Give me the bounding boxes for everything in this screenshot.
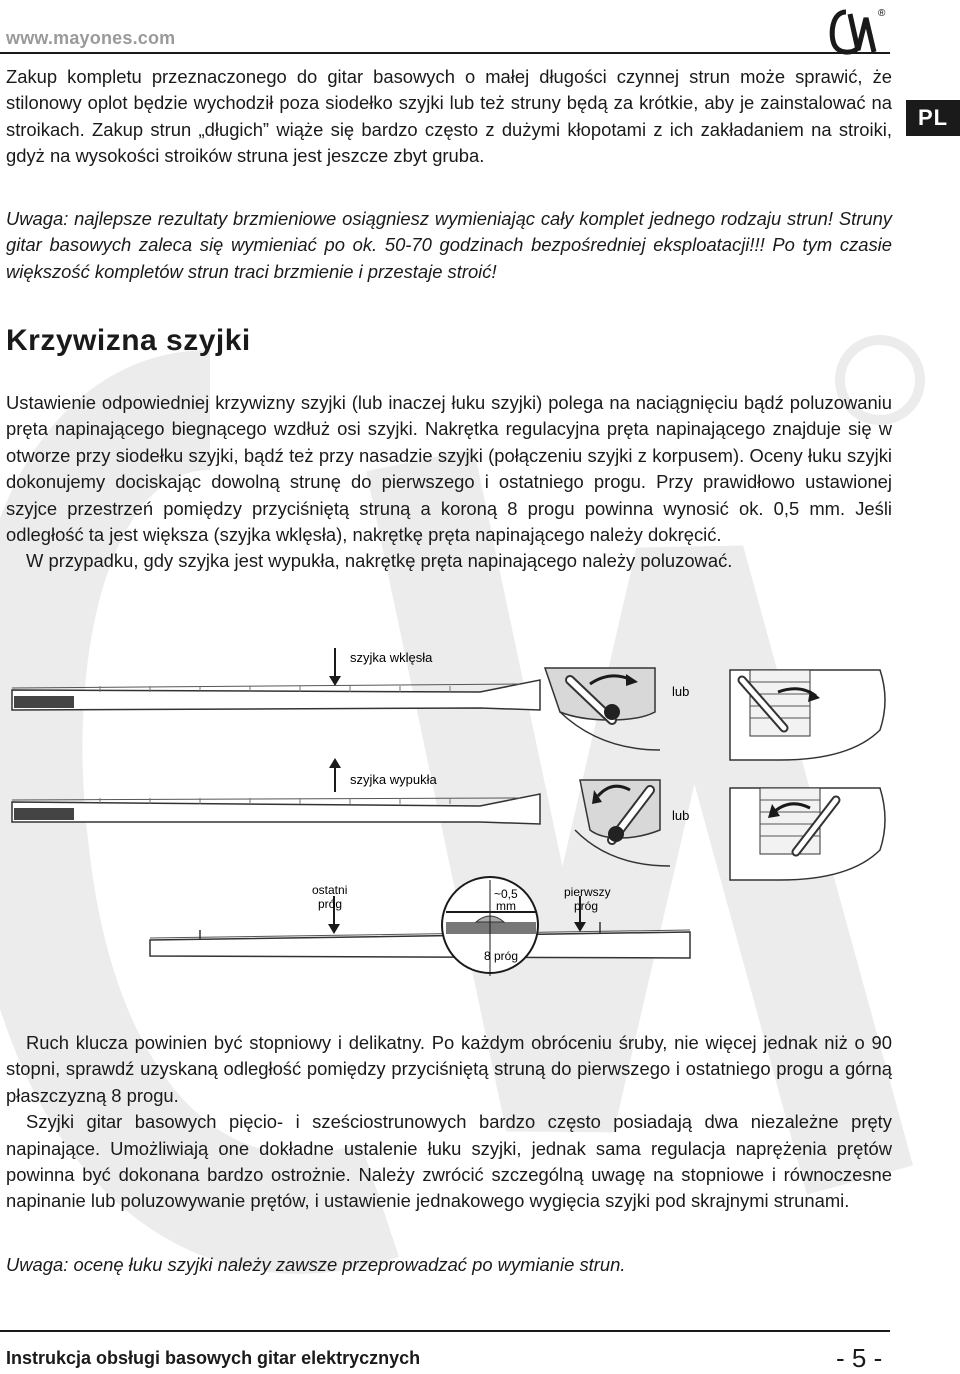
registered-mark: ® (878, 8, 886, 19)
body2-paragraph-1: Ruch klucza powinien być stopniowy i delikatny. Po każdym obróceniu śruby, nie więcej jednak niż o 90 stopni, sprawdź uzyskaną odległość pomiędzy przyciśniętą struną do pierwszego i ostatniego progu a górną płaszczyzną 8 progu. (6, 1032, 892, 1106)
neck-relief-diagram (0, 640, 900, 1020)
section-paragraph-1: Ustawienie odpowiedniej krzywizny szyjki (lub inaczej łuku szyjki) polega na naciągnięciu bądź poluzowaniu pręta napinającego biegnącego wzdłuż osi szyjki. Nakrętka regulacyjna pręta napinającego znajduje się w otworze przy siodełku szyjki, bądź też przy nasadzie szyjki (połączeniu szyjki z korpusem). Oceny łuku szyjki dokonujemy dociskając dowolną strunę do pierwszego i ostatniego progu. Przy prawidłowo ustawionej szyjce przestrzeń pomiędzy przyciśniętą struną a koroną 8 progu powinna wynosić ok. 0,5 mm. Jeśli odległość ta jest większa (szyjka wklęsła), nakrętkę pręta napinającego należy dokręcić. (6, 392, 892, 546)
label-last-fret-2: próg (318, 897, 343, 911)
fret8-magnifier (442, 877, 538, 976)
label-convex: szyjka wypukła (350, 772, 437, 787)
convex-nut-closeup (575, 780, 689, 866)
footer-rule (0, 1330, 890, 1332)
concave-neck-drawing (12, 648, 540, 710)
page-number: - 5 - (836, 1343, 883, 1373)
label-fret8: 8 próg (484, 949, 519, 963)
convex-heel-closeup (730, 788, 885, 880)
label-gap-2: mm (496, 899, 516, 913)
section-paragraph-2: W przypadku, gdy szyjka jest wypukła, nakrętkę pręta napinającego należy poluzować. (26, 550, 733, 572)
concave-nut-closeup (545, 668, 689, 750)
body-block-2 (6, 1030, 892, 1215)
label-or-2: lub (672, 808, 690, 823)
intro-note: Uwaga: najlepsze rezultaty brzmieniowe osiągniesz wymieniając cały komplet jednego rodzaju strun! Struny gitar basowych zaleca się wymieniać po ok. 50-70 godzinach bezpośredniej eksploatacji!!! Po tym czasie większość kompletów strun traci brzmienie i przestaje stroić! (6, 208, 892, 282)
header-rule (0, 52, 890, 54)
concave-heel-closeup (730, 670, 885, 760)
site-url[interactable]: www.mayones.com (6, 28, 176, 48)
body2-note: Uwaga: ocenę łuku szyjki należy zawsze przeprowadzać po wymianie strun. (6, 1254, 626, 1275)
footer-title: Instrukcja obsługi basowych gitar elektrycznych (6, 1348, 421, 1368)
brand-logo (828, 4, 890, 56)
section-title: Krzywizna szyjki (6, 324, 251, 357)
relief-measurement-drawing (150, 883, 690, 958)
label-first-fret-1: pierwszy (564, 885, 611, 899)
label-or-1: lub (672, 684, 690, 699)
label-concave: szyjka wklęsła (350, 650, 433, 665)
label-first-fret-2: próg (574, 899, 599, 913)
label-gap-1: ~0,5 (494, 887, 518, 901)
convex-neck-drawing (12, 758, 540, 824)
body2-paragraph-2: Szyjki gitar basowych pięcio- i sześciostrunowych bardzo często posiadają dwa niezależne pręty napinające. Umożliwiają one dokładne ustalenie łuku szyjki, jednak sama regulacja naprężenia prętów powinna być dokonana bardzo ostrożnie. Należy zwrócić szczególną uwagę na stopniowe i równoczesne napinanie lub poluzowywanie prętów, i ustawienie jednakowego wygięcia szyjki pod skrajnymi strunami. (6, 1111, 892, 1212)
language-tab: PL (906, 100, 960, 136)
intro-paragraph: Zakup kompletu przeznaczonego do gitar basowych o małej długości czynnej strun może sprawić, że stilonowy oplot będzie wychodził poza siodełko szyjki lub też struny będą za krótkie, aby je zainstalować na stroikach. Zakup strun „długich” wiąże się bardzo często z dużymi kłopotami z ich zakładaniem na stroiki, gdyż na wysokości stroików struna jest jeszcze zbyt gruba. (6, 66, 892, 167)
label-last-fret-1: ostatni (312, 883, 348, 897)
section-body (6, 390, 892, 575)
